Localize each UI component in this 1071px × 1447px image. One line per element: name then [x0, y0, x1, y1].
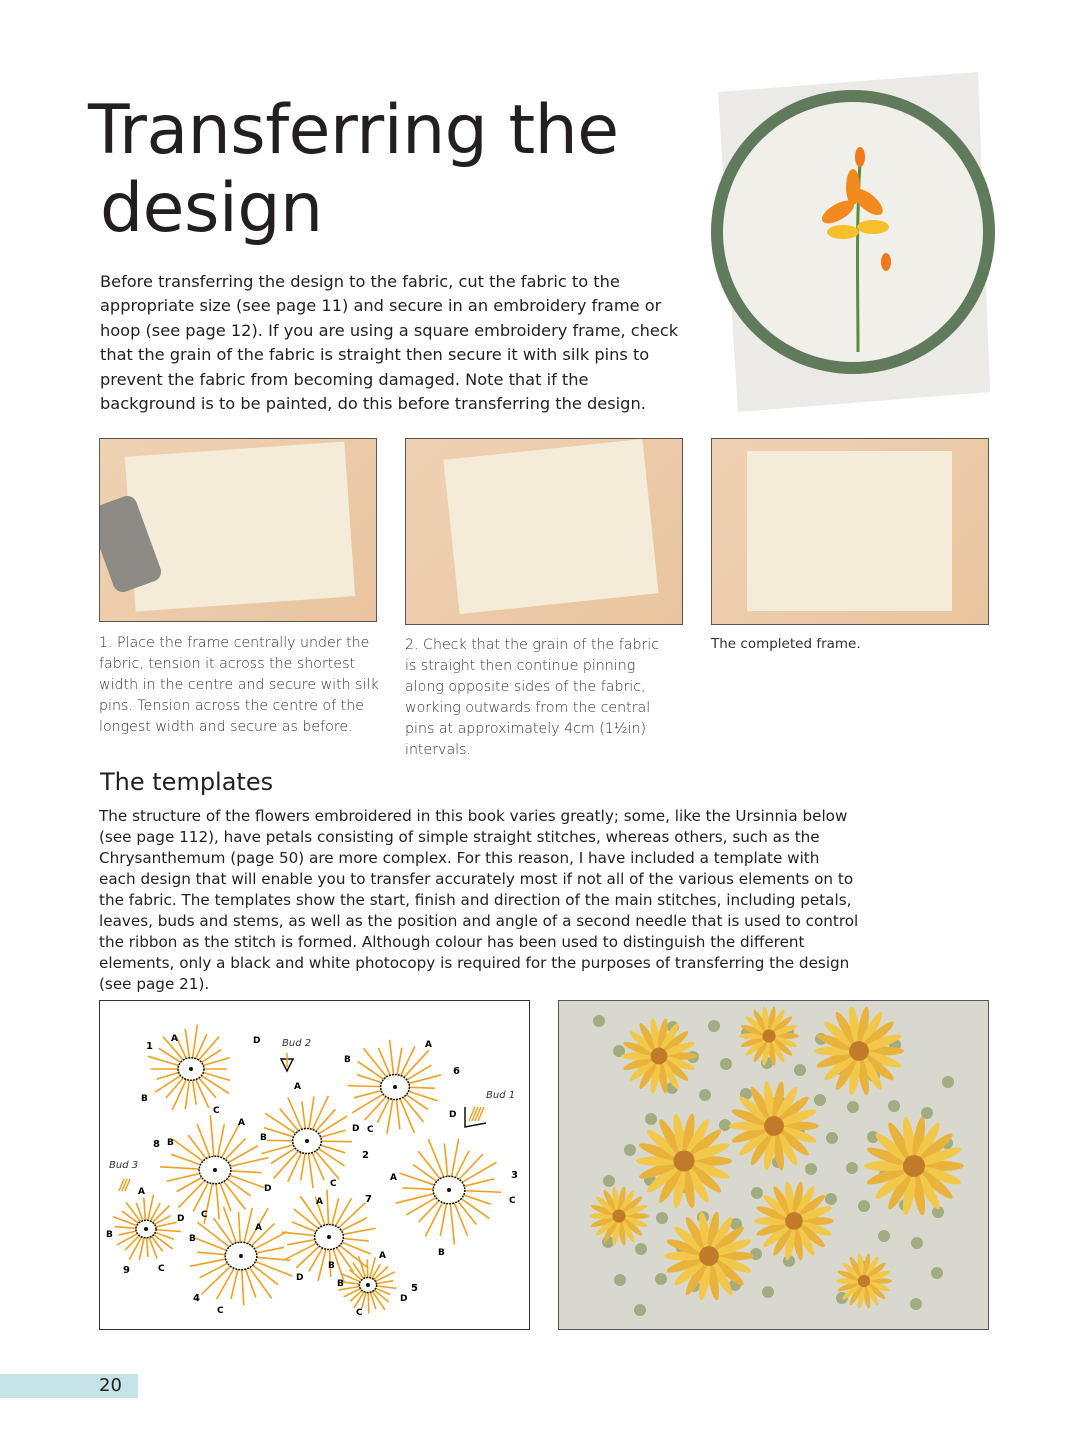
leaf-cluster: [614, 1274, 626, 1286]
page-title: [88, 92, 619, 248]
step-1-caption: 1. Place the frame centrally under the fabric, tension it across the shortest width in the centre and secure with silk pins. Tension across the centre of the longest width and secure as before.: [99, 635, 379, 735]
petal-stitch: [407, 1087, 434, 1088]
petal-stitch: [193, 1024, 198, 1057]
petal-stitch: [179, 1180, 206, 1208]
flower-template-7: [282, 1190, 376, 1282]
petal-stitch: [396, 1099, 399, 1129]
petal-stitch: [452, 1139, 459, 1177]
leaf-cluster: [624, 1144, 636, 1156]
petal-stitch: [288, 1098, 302, 1130]
stitch-letter-label: A: [379, 1251, 386, 1261]
petal-stitch: [294, 1209, 319, 1229]
petal-stitch: [115, 1227, 138, 1229]
flower-template-6: [344, 1040, 460, 1135]
flower-template-5: [337, 1251, 418, 1318]
bud-label: Bud 2: [282, 1038, 312, 1049]
centre-dot: [213, 1168, 217, 1172]
stitch-letter-label: B: [189, 1234, 196, 1244]
leaf-cluster: [634, 1304, 646, 1316]
petal-stitch: [200, 1262, 229, 1277]
petal-stitch: [218, 1124, 225, 1156]
leaf-cluster: [708, 1020, 720, 1032]
petal-stitch: [280, 1108, 299, 1131]
petal-stitch: [343, 1282, 361, 1284]
petal-stitch: [455, 1151, 469, 1178]
petal-stitch: [390, 1040, 394, 1075]
flower-template-2: [260, 1082, 369, 1189]
petal-stitch: [197, 1252, 227, 1255]
petal-stitch: [282, 1232, 317, 1236]
leaf-cluster: [593, 1015, 605, 1027]
bud-1-stitch: [475, 1107, 481, 1121]
stitch-letter-label: B: [344, 1055, 351, 1065]
petal-stitch: [440, 1204, 446, 1236]
petal-stitch: [225, 1138, 246, 1160]
centre-dot: [305, 1139, 309, 1143]
petal-stitch: [309, 1097, 314, 1129]
bud-1-stitch: [478, 1107, 484, 1121]
stitch-letter-label: A: [390, 1173, 397, 1183]
stitch-letter-label: B: [260, 1133, 267, 1143]
petal-stitch: [239, 1212, 241, 1242]
centre-dot: [239, 1254, 243, 1258]
petal-stitch: [401, 1047, 415, 1076]
centre-dot: [189, 1067, 193, 1071]
flower-template-3: [390, 1139, 518, 1258]
petal-stitch: [216, 1184, 219, 1220]
petal-stitch: [428, 1139, 443, 1177]
stitch-letter-label: C: [217, 1306, 224, 1316]
flower-number: 1: [146, 1041, 153, 1052]
petal-stitch: [220, 1183, 231, 1211]
leaf-cluster: [878, 1230, 890, 1242]
stitch-letter-label: C: [158, 1264, 165, 1274]
stitch-letter-label: A: [138, 1187, 145, 1197]
petal-stitch: [113, 1217, 138, 1226]
petal-stitch: [198, 1078, 216, 1098]
leaf-cluster: [825, 1193, 837, 1205]
yellow-flower: [589, 1186, 649, 1246]
flower-number: 6: [453, 1066, 460, 1077]
petal-stitch: [185, 1080, 189, 1109]
petal-stitch: [341, 1228, 375, 1234]
leaf-cluster: [635, 1243, 647, 1255]
petal-stitch: [368, 1292, 369, 1313]
petal-stitch: [375, 1281, 393, 1284]
stitch-letter-label: B: [141, 1094, 148, 1104]
yellow-flower: [754, 1181, 834, 1261]
stitch-letter-label: C: [213, 1106, 220, 1116]
stitch-letter-label: D: [264, 1184, 272, 1194]
stitch-letter-label: D: [296, 1273, 304, 1283]
petal-stitch: [292, 1222, 317, 1232]
petal-stitch: [458, 1201, 477, 1225]
petal-stitch: [348, 1086, 383, 1087]
petal-stitch: [197, 1124, 210, 1157]
leaf-cluster: [847, 1101, 859, 1113]
hoop-illustration: [708, 72, 998, 412]
leaf-cluster: [603, 1175, 615, 1187]
petal-stitch: [223, 1207, 236, 1243]
flower-number: 7: [365, 1194, 372, 1205]
leaf-cluster: [655, 1273, 667, 1285]
stitch-letter-label: A: [171, 1034, 178, 1044]
stitch-letter-label: B: [328, 1261, 335, 1271]
petal-stitch: [172, 1079, 186, 1110]
templates-paragraph: The structure of the flowers embroidered in this book varies greatly; some, like the Ursinnia below (see page 112), have petals consisting of simple straight stitches, whereas others, such as the Chrysanthemum (page 50) are more complex. For this reason, I have included a template with each design that will enable you to transfer accurately most if not all of the various elements on to the fabric. The templates show the start, finish and direction of the main stitches, including petals, leaves, buds and stems, as well as the position and angle of a second needle that is used to control the ribbon as the stitch is formed. Although colour has been used to distinguish the different elements, only a black and white photocopy is required for the purposes of transferring the design (see page 21).: [99, 807, 859, 993]
petal-stitch: [458, 1154, 483, 1180]
bud-label: Bud 3: [109, 1160, 139, 1171]
petal-stitch: [288, 1152, 302, 1181]
yellow-flower: [814, 1006, 904, 1096]
leaf-cluster: [911, 1237, 923, 1249]
leaf-cluster: [762, 1286, 774, 1298]
flower-template-1: [141, 1024, 260, 1116]
embroidery-illustration: [559, 1001, 988, 1329]
petal-stitch: [193, 1080, 197, 1104]
stitch-letter-label: D: [352, 1124, 360, 1134]
petal-stitch: [254, 1261, 292, 1276]
hoop-photo: [708, 72, 998, 412]
leaf-cluster: [814, 1094, 826, 1106]
yellow-flower: [864, 1116, 964, 1216]
stitch-letter-label: A: [294, 1082, 301, 1092]
leaf-cluster: [720, 1058, 732, 1070]
petal-stitch: [155, 1230, 181, 1232]
flower-number: 3: [511, 1170, 518, 1181]
petal-stitch: [144, 1198, 146, 1221]
petal-stitch: [242, 1270, 244, 1306]
completed-frame-photo: [711, 438, 989, 625]
petal-stitch: [185, 1029, 189, 1058]
petal-stitch: [188, 1135, 206, 1159]
petal-stitch: [148, 1056, 180, 1066]
leaf-cluster: [794, 1064, 806, 1076]
stitch-letter-label: A: [255, 1223, 262, 1233]
petal-stitch: [149, 1237, 157, 1258]
stitch-letter-label: C: [330, 1179, 337, 1189]
stitch-letter-label: B: [167, 1138, 174, 1148]
flower-template-4: [189, 1207, 303, 1316]
intro-paragraph: Before transferring the design to the fabric, cut the fabric to the appropriate size (see page 11) and secure in an embroidery frame or hoop (see page 12). If you are using a square embroidery frame, check that the grain of the fabric is straight then secure it with silk pins to prevent the fabric from becoming damaged. Note that if the background is to be painted, do this before transferring the design.: [100, 272, 679, 414]
centre-dot: [366, 1283, 370, 1287]
petal-stitch: [341, 1238, 368, 1241]
petal-stitch: [301, 1153, 305, 1180]
petal-stitch: [359, 1256, 366, 1277]
petal-stitch: [454, 1203, 467, 1236]
leaf-cluster: [826, 1132, 838, 1144]
petal-stitch: [407, 1091, 438, 1101]
bud-1-stitch: [469, 1107, 475, 1121]
stitch-letter-label: A: [316, 1197, 323, 1207]
template-svg: [100, 1001, 529, 1329]
petal-stitch: [195, 1238, 228, 1251]
stitch-letter-label: B: [438, 1248, 445, 1258]
petal-stitch: [425, 1202, 442, 1236]
title-line-2: design: [100, 169, 323, 248]
stitch-letter-label: C: [356, 1308, 363, 1318]
leaf-cluster: [751, 1187, 763, 1199]
leaf-cluster: [805, 1163, 817, 1175]
stitch-letter-label: B: [337, 1279, 344, 1289]
petal-stitch: [315, 1109, 335, 1131]
flower-number: 5: [411, 1283, 418, 1294]
petal-stitch: [254, 1247, 284, 1253]
petal-stitch: [312, 1096, 328, 1130]
completed-frame-caption: The completed frame.: [711, 636, 861, 652]
stitch-letter-label: B: [106, 1230, 113, 1240]
leaf-cluster: [858, 1200, 870, 1212]
petal-stitch: [341, 1242, 371, 1254]
leaf-cluster: [699, 1089, 711, 1101]
leaf-cluster: [888, 1100, 900, 1112]
petal-stitch: [287, 1239, 316, 1245]
step-1-photo: [99, 438, 377, 622]
bud-label: Bud 1: [486, 1090, 516, 1101]
petal-stitch: [340, 1218, 367, 1232]
stitch-letter-label: D: [449, 1110, 457, 1120]
petal-stitch: [403, 1097, 424, 1122]
page-number: 20: [99, 1375, 122, 1396]
petal-stitch: [460, 1198, 489, 1219]
flower-template-8: [153, 1115, 271, 1224]
centre-dot: [327, 1235, 331, 1239]
stitch-letter-label: D: [177, 1214, 185, 1224]
petal-stitch: [400, 1173, 436, 1185]
petal-stitch: [375, 1286, 396, 1288]
centre-dot: [144, 1227, 148, 1231]
bud-1-stitch: [472, 1107, 478, 1121]
petal-stitch: [166, 1078, 184, 1098]
flower-number: 9: [123, 1265, 130, 1276]
leaf-cluster: [942, 1076, 954, 1088]
petal-stitch: [365, 1096, 387, 1120]
petal-stitch: [402, 1188, 435, 1189]
petal-stitch: [228, 1175, 264, 1188]
petal-stitch: [171, 1154, 202, 1165]
petal-stitch: [309, 1153, 313, 1188]
stitch-letter-label: C: [509, 1196, 516, 1206]
leaf-cluster: [645, 1113, 657, 1125]
step-2-photo: [405, 438, 683, 625]
petal-stitch: [327, 1190, 328, 1225]
leaf-cluster: [719, 1119, 731, 1131]
petal-stitch: [387, 1099, 393, 1133]
stitch-letter-label: D: [400, 1294, 408, 1304]
flower-template-9: [106, 1187, 184, 1276]
petal-stitch: [160, 1167, 201, 1169]
petal-stitch: [302, 1101, 306, 1128]
leaf-cluster: [656, 1212, 668, 1224]
section-heading: The templates: [100, 768, 274, 796]
petal-stitch: [400, 1099, 415, 1134]
petal-stitch: [147, 1238, 148, 1257]
stitch-letter-label: C: [201, 1210, 208, 1220]
yellow-flower: [739, 1006, 799, 1066]
stitch-letter-label: C: [367, 1125, 374, 1135]
stitch-letter-label: A: [238, 1118, 245, 1128]
petal-stitch: [378, 1048, 390, 1076]
petal-stitch: [125, 1235, 140, 1250]
petal-stitch: [419, 1200, 440, 1222]
petal-stitch: [312, 1152, 324, 1179]
petal-stitch: [358, 1062, 385, 1080]
petal-stitch: [450, 1204, 454, 1245]
petal-stitch: [229, 1171, 262, 1173]
flower-number: 2: [362, 1150, 369, 1161]
petal-stitch: [418, 1151, 440, 1179]
leaf-cluster: [846, 1162, 858, 1174]
yellow-flower: [636, 1113, 732, 1209]
centre-dot: [393, 1085, 397, 1089]
stitch-letter-label: D: [253, 1036, 261, 1046]
petal-stitch: [210, 1115, 214, 1156]
petal-stitch: [397, 1048, 402, 1075]
petal-stitch: [463, 1191, 501, 1193]
step-2-caption: 2. Check that the grain of the fabric is straight then continue pinning along opposite sides of the fabric, working outwards from the central pins at approximately 4cm (1½in) intervals.: [405, 637, 660, 758]
ursinnia-embroidery-photo: [558, 1000, 989, 1330]
petal-stitch: [214, 1218, 233, 1245]
leaf-cluster: [931, 1267, 943, 1279]
petal-stitch: [231, 1269, 238, 1298]
flower-number: 4: [193, 1293, 200, 1304]
petal-stitch: [196, 1079, 209, 1108]
template-diagram: [99, 1000, 530, 1330]
petal-stitch: [444, 1143, 447, 1176]
title-line-1: Transferring the: [88, 91, 619, 170]
petal-stitch: [196, 1034, 207, 1059]
petal-stitch: [252, 1264, 278, 1284]
petal-stitch: [177, 1177, 203, 1192]
stitch-letter-label: A: [425, 1040, 432, 1050]
petal-stitch: [223, 1181, 245, 1209]
petal-stitch: [377, 1098, 389, 1123]
petal-stitch: [193, 1182, 208, 1211]
centre-dot: [447, 1188, 451, 1192]
leaf-cluster: [910, 1298, 922, 1310]
flower-number: 8: [153, 1139, 160, 1150]
yellow-flower: [621, 1018, 697, 1094]
petal-stitch: [296, 1246, 320, 1268]
